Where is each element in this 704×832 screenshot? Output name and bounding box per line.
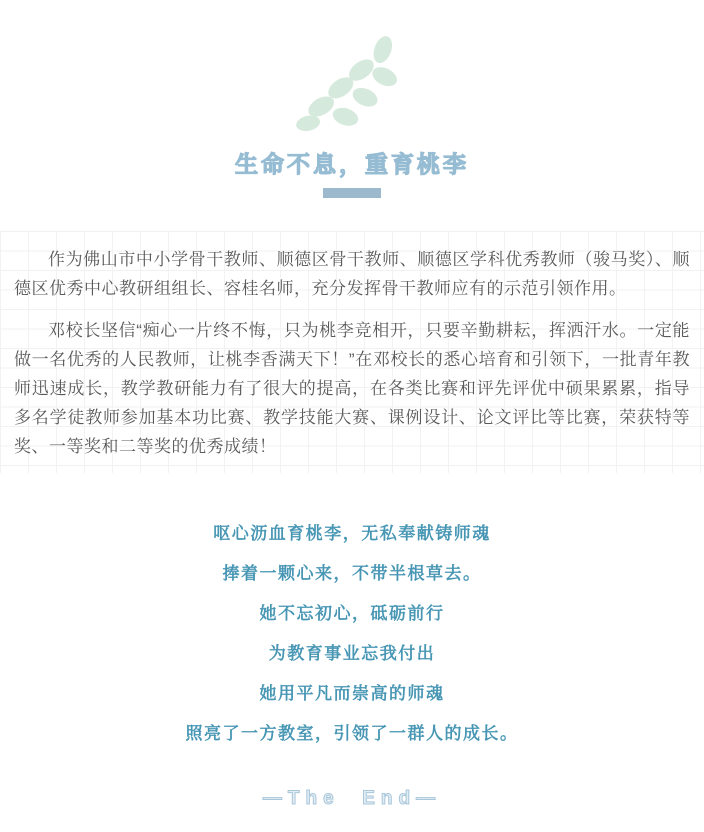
the-end-label: —The End—: [262, 788, 442, 809]
poem-line: 照亮了一方教室，引领了一群人的成长。: [185, 724, 519, 743]
poem-line: 她不忘初心，砥砺前行: [259, 604, 445, 623]
article-body: [0, 231, 704, 473]
leaf-branch-icon: [0, 30, 704, 144]
poem-line: 为教育事业忘我付出: [268, 644, 436, 663]
poem-block: [0, 524, 704, 764]
article-paragraph: 作为佛山市中小学骨干教师、顺德区骨干教师、顺德区学科优秀教师（骏马奖）、顺德区优秀中心教研组组长、容桂名师，充分发挥骨干教师应有的示范引领作用。: [14, 250, 690, 298]
article-paragraph: 邓校长坚信“痴心一片终不悔，只为桃李竞相开，只要辛勤耕耘，挥洒汗水。一定能做一名优秀的人民教师，让桃李香满天下！”在邓校长的悉心培育和引领下，一批青年教师迅速成长，教学教研能力有了很大的提高，在各类比赛和评先评优中硕果累累，指导多名学徒教师参加基本功比赛、教学技能大赛、课例设计、论文评比等比赛，荣获特等奖、一等奖和二等奖的优秀成绩！: [14, 321, 690, 456]
poem-line: 她用平凡而崇高的师魂: [259, 684, 445, 703]
page-title: 生命不息，重育桃李: [235, 151, 469, 177]
title-underline-bar: [323, 188, 381, 198]
article-header: [0, 0, 704, 198]
poem-line: 捧着一颗心来，不带半根草去。: [222, 564, 482, 583]
poem-line: 呕心沥血育桃李，无私奉献铸师魂: [213, 524, 491, 543]
